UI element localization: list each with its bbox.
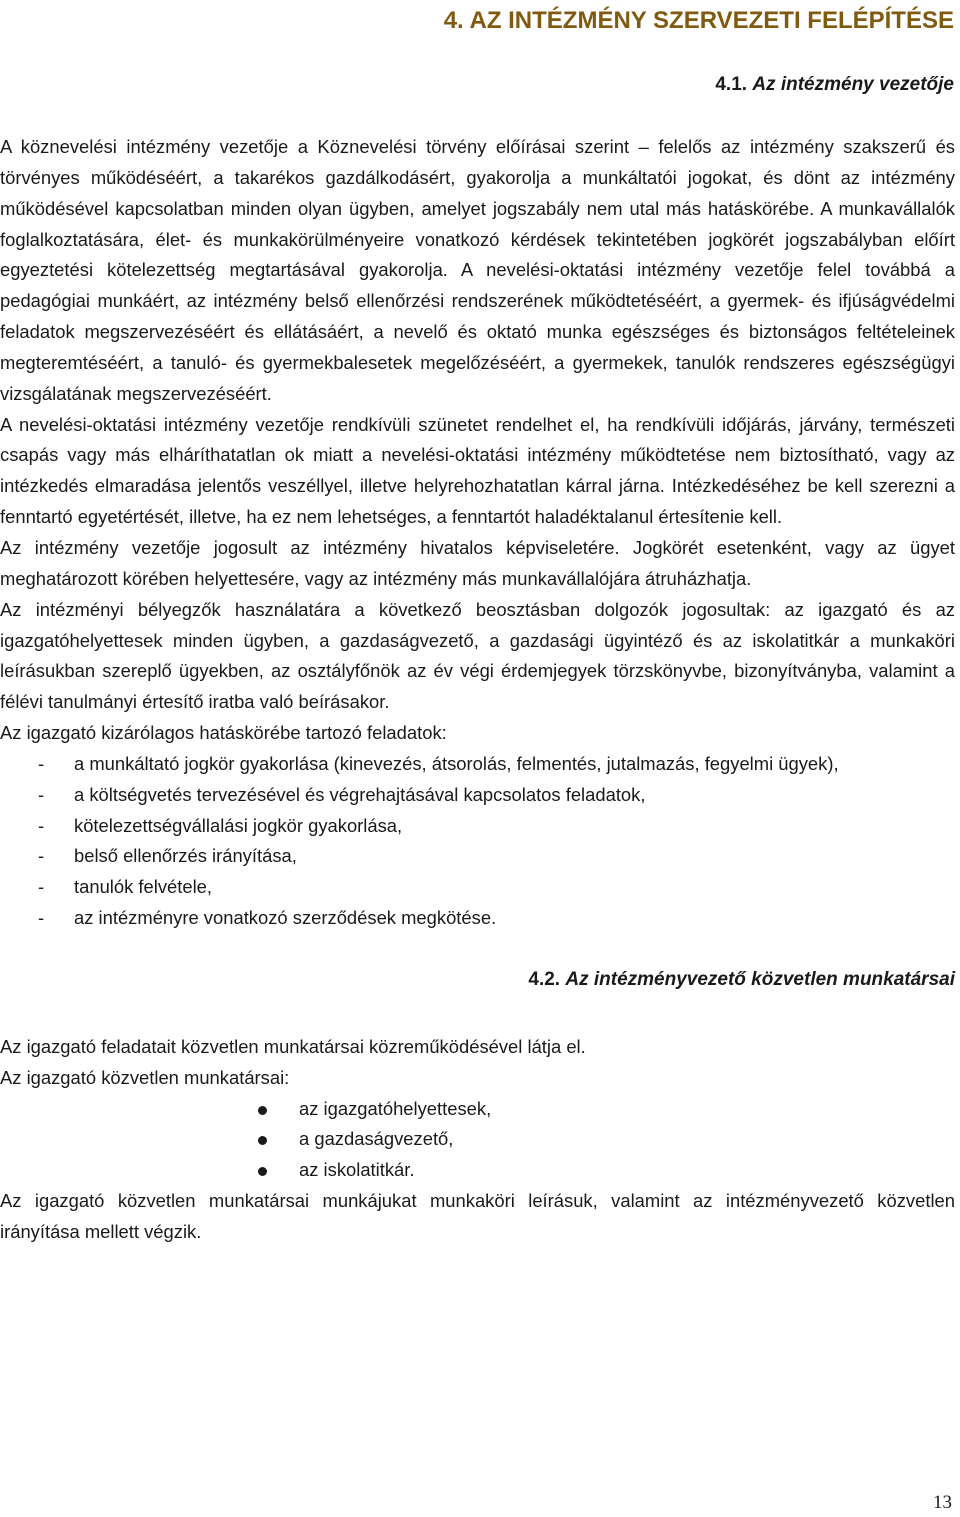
dash-marker: - [38, 876, 45, 898]
section-number: 4.2. [528, 968, 561, 990]
assistant-list [0, 1094, 955, 1187]
dash-marker: - [38, 845, 45, 867]
section-title: Az intézményvezető közvetlen munkatársai [565, 968, 955, 990]
bullet-icon [258, 1106, 267, 1115]
paragraph: Az igazgató közvetlen munkatársai: [0, 1066, 290, 1088]
body-text [0, 132, 955, 1248]
list-item: - az intézményre vonatkozó szerződések megkötése. [0, 903, 955, 934]
list-item: - belső ellenőrzés irányítása, [0, 841, 955, 872]
dash-marker: - [38, 752, 45, 774]
bullet-icon [258, 1136, 267, 1145]
section-number: 4.1. [715, 74, 748, 95]
paragraph: Az igazgató feladatait közvetlen munkatársai közreműködésével látja el. [0, 1035, 586, 1057]
section-heading-4-1 [0, 72, 954, 98]
section-2-heading-area [0, 934, 955, 1032]
list-item: - tanulók felvétele, [0, 872, 955, 903]
list-item: - a költségvetés tervezésével és végrehajtásával kapcsolatos feladatok, [0, 780, 955, 811]
paragraph: Az igazgató kizárólagos hatáskörébe tartozó feladatok: [0, 722, 447, 744]
page-number: 13 [933, 1492, 952, 1513]
paragraph: A nevelési-oktatási intézmény vezetője rendkívüli szünetet rendelhet el, ha rendkívüli időjárás, járvány, természeti csapás vagy más elháríthatatlan ok miatt a nevelési-oktatási intézmény működtetése nem biztosítható, vagy az intézkedés elmaradása jelentős veszéllyel, illetve helyrehozhatatlan kárral járna. Intézkedéséhez be kell szerezni a fenntartó egyetértését, illetve, ha ez nem lehetséges, a fenntartót haladéktalanul értesítenie kell. [0, 413, 955, 528]
bullet-icon [258, 1167, 267, 1176]
dash-marker: - [38, 783, 45, 805]
paragraph: A köznevelési intézmény vezetője a Köznevelési törvény előírásai szerint – felelős az intézmény szakszerű és törvényes működéséért, a takarékos gazdálkodásért, gyakorolja a munkáltatói jogokat, és dönt az intézmény működésével kapcsolatban minden olyan ügyben, amelyet jogszabály nem utal más hatáskörébe. A munkavállalók foglalkoztatására, élet- és munkakörülményeire vonatkozó kérdések tekintetében jogkörét jogszabályban előírt egyeztetési kötelezettség megtartásával gyakorolja. A nevelési-oktatási intézmény vezetője felel továbbá a pedagógiai munkáért, az intézmény belső ellenőrzési rendszerének működtetéséért, a gyermek- és ifjúságvédelmi feladatok megszervezéséért és ellátásáért, a nevelő és oktató munka egészséges és biztonságos feltételeinek megteremtéséért, a tanuló- és gyermekbalesetek megelőzéséért, a gyermekek, tanulók rendszeres egészségügyi vizsgálatának megszervezéséért. [0, 136, 955, 404]
list-item: az igazgatóhelyettesek, [0, 1094, 955, 1125]
list-item: - a munkáltató jogkör gyakorlása (kinevezés, átsorolás, felmentés, jutalmazás, fegyelmi ügyek), [0, 749, 955, 780]
paragraph: Az intézményi bélyegzők használatára a következő beosztásban dolgozók jogosultak: az igazgató és az igazgatóhelyettesek minden ügyben, a gazdaságvezető, a gazdasági ügyintéző és az iskolatitkár a munkaköri leírásukban szereplő ügyekben, az osztályfőnök az év végi érdemjegyek törzskönyvbe, bizonyítványba, valamint a félévi tanulmányi értesítő iratba való beírásakor. [0, 598, 955, 713]
section-title: Az intézmény vezetője [752, 74, 954, 95]
paragraph: Az igazgató közvetlen munkatársai munkájukat munkaköri leírásuk, valamint az intézményvezető közvetlen irányítása mellett végzik. [0, 1190, 955, 1242]
list-item: az iskolatitkár. [0, 1155, 955, 1186]
section-heading-4-2 [0, 967, 955, 993]
list-item: - kötelezettségvállalási jogkör gyakorlása, [0, 811, 955, 842]
list-item: a gazdaságvezető, [0, 1124, 955, 1155]
dash-marker: - [38, 814, 45, 836]
paragraph: Az intézmény vezetője jogosult az intézmény hivatalos képviseletére. Jogkörét esetenként, vagy az ügyet meghatározott körében helyettesére, vagy az intézmény más munkavállalójára átruházhatja. [0, 536, 955, 589]
dash-marker: - [38, 907, 45, 929]
chapter-heading: 4. AZ INTÉZMÉNY SZERVEZETI FELÉPÍTÉSE [443, 7, 954, 34]
director-task-list [0, 749, 955, 934]
